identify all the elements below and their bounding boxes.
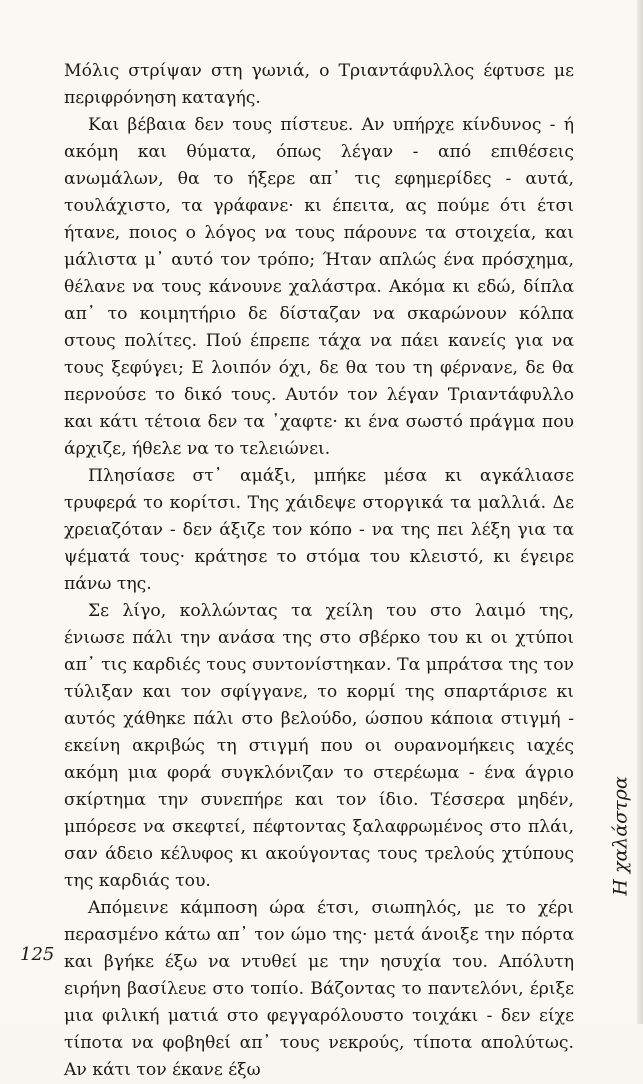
body-text: [64, 58, 574, 1084]
paragraph: Σε λίγο, κολλώντας τα χείλη του στο λαιμό της, ένιωσε πάλι την ανάσα της στο σβέρκο του κι οι χτύποι απ᾿ τις καρδιές τους συντονίστηκαν. Τα μπράτσα της τον τύλιξαν και τον σφίγγανε, το κορμί της σπαρτάρισε κι αυτός χάθηκε πάλι στο βελούδο, ώσπου κάποια στιγμή - εκείνη ακριβώς τη στιγμή που οι ουρανομήκεις ιαχές ακόμη μια φορά συγκλόνιζαν το στερέωμα - ένα άγριο σκίρτημα την συνεπήρε και τον ίδιο. Τέσσερα μηδέν, μπόρεσε να σκεφτεί, πέφτοντας ξαλαφρωμένος στο πλάι, σαν άδειο κέλυφος κι ακούγοντας τους τρελούς χτύπους της καρδιάς του.: [64, 601, 574, 891]
running-head: [606, 726, 636, 946]
page-number: 125: [20, 944, 55, 965]
paragraph: Και βέβαια δεν τους πίστευε. Αν υπήρχε κίνδυνος - ή ακόμη και θύματα, όπως λέγαν - από επιθέσεις ανωμάλων, θα το ήξερε απ᾿ τις εφημερίδες - αυτά, τουλάχιστο, τα γράφανε· κι έπειτα, ας πούμε ότι έτσι ήτανε, ποιος ο λόγος να τους πάρουνε τα στοιχεία, και μάλιστα μ᾿ αυτό τον τρόπο; Ήταν απλώς ένα πρόσχημα, θέλανε να τους κάνουνε χαλάστρα. Ακόμα κι εδώ, δίπλα απ᾿ το κοιμητήριο δε δίσταζαν να σκαρώνουν κόλπα στους πολίτες. Πού έπρεπε τάχα να πάει κανείς για να τους ξεφύγει; Ε λοιπόν όχι, δε θα του τη φέρνανε, δε θα περνούσε το δικό τους. Αυτόν τον λέγαν Τριαντάφυλλο και κάτι τέτοια δεν τα ᾿χαφτε· κι ένα σωστό πράγμα που άρχιζε, ήθελε να το τελειώνει.: [64, 115, 574, 459]
paragraph: Απόμεινε κάμποση ώρα έτσι, σιωπηλός, με το χέρι περασμένο κάτω απ᾿ τον ώμο της· μετά άνοιξε την πόρτα και βγήκε έξω να ντυθεί με την ησυχία του. Απόλυτη ειρήνη βασίλευε στο τοπίο. Βάζοντας το παντελόνι, έριξε μια φιλική ματιά στο φεγγαρόλουστο τοιχάκι - δεν είχε τίποτα να φοβηθεί απ᾿ τους νεκρούς, τίποτα απολύτως. Αν κάτι τον έκανε έξω: [64, 898, 574, 1080]
paragraph: Πλησίασε στ᾿ αμάξι, μπήκε μέσα κι αγκάλιασε τρυφερά το κορίτσι. Της χάιδεψε στοργικά τα μαλλιά. Δε χρειαζόταν - δεν άξιζε τον κόπο - να της πει λέξη για τα ψέματά τους· κράτησε το στόμα του κλειστό, κι έγειρε πάνω της.: [64, 466, 574, 594]
running-head-title: Η χαλάστρα: [610, 776, 632, 896]
page-edge-shadow: [637, 0, 643, 1024]
paragraph: Μόλις στρίψαν στη γωνιά, ο Τριαντάφυλλος έφτυσε με περιφρόνηση καταγής.: [64, 61, 574, 108]
